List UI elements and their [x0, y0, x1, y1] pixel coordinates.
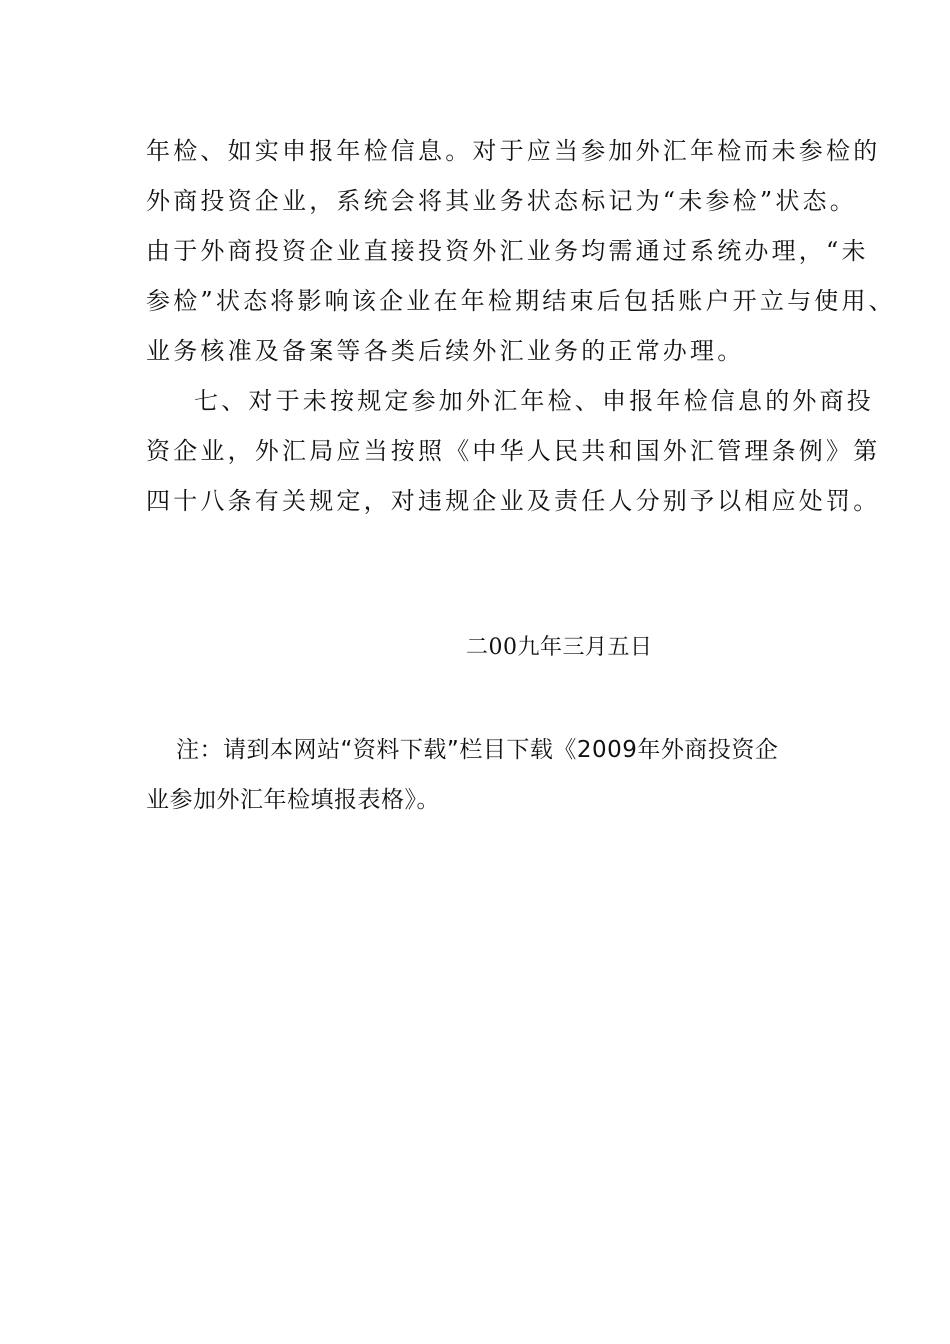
body-line-2: 外商投资企业，系统会将其业务状态标记为“未参检”状态。 — [146, 187, 857, 215]
body-line-7: 资企业，外汇局应当按照《中华人民共和国外汇管理条例》第 — [146, 437, 881, 465]
note-line-2: 业参加外汇年检填报表格》。 — [146, 787, 440, 813]
body-line-1: 年检、如实申报年检信息。对于应当参加外汇年检而未参检的 — [146, 137, 881, 165]
body-line-6: 七、对于未按规定参加外汇年检、申报年检信息的外商投 — [194, 387, 874, 415]
body-line-8: 四十八条有关规定，对违规企业及责任人分别予以相应处罚。 — [146, 487, 881, 515]
note-line-1: 注：请到本网站“资料下载”栏目下载《2009年外商投资企 — [176, 737, 779, 763]
body-line-5: 业务核准及备案等各类后续外汇业务的正常办理。 — [146, 337, 745, 365]
body-line-4: 参检”状态将影响该企业在年检期结束后包括账户开立与使用、 — [146, 287, 896, 315]
body-line-3: 由于外商投资企业直接投资外汇业务均需通过系统办理，“未 — [146, 237, 869, 265]
document-date: 二00九年三月五日 — [466, 635, 653, 660]
